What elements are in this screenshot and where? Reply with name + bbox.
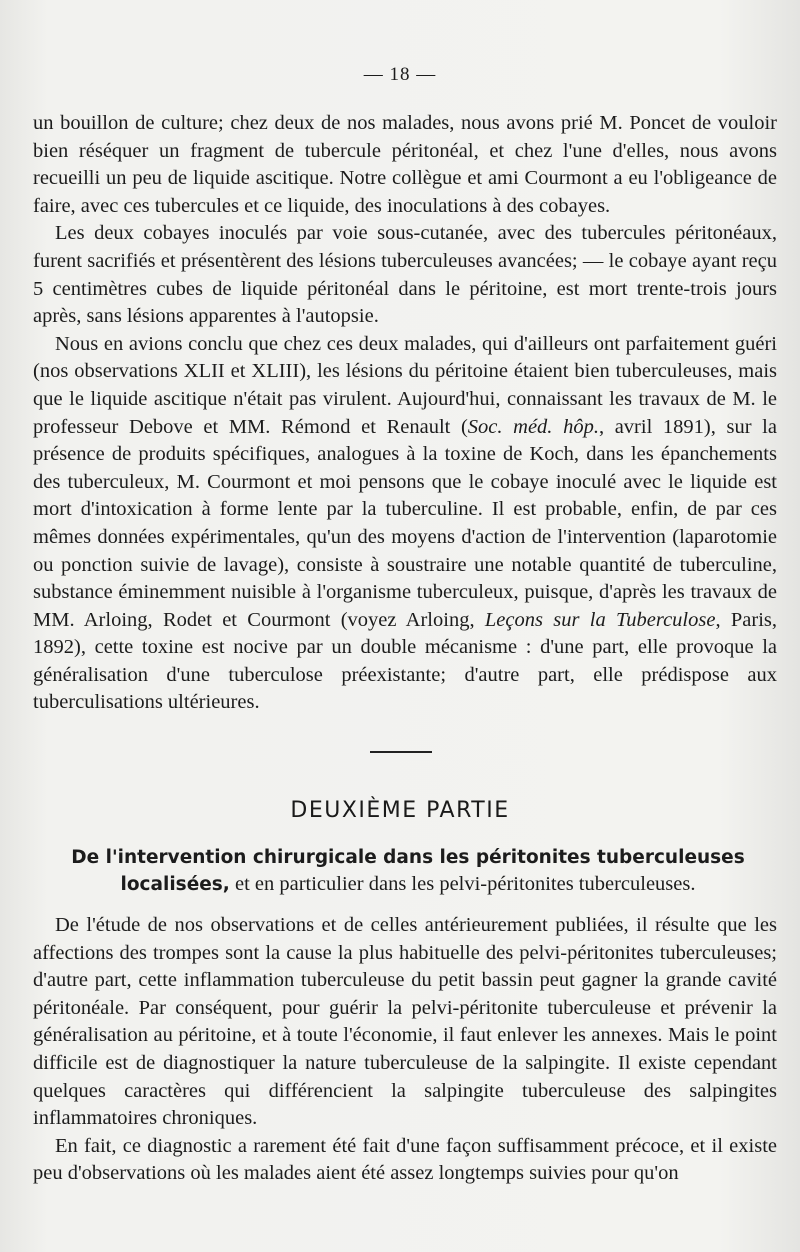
paragraph-text: , avril 1891), sur la présence de produits spécifiques, analogues à la toxine de Koch, dans les épanchements des tuberculeux, M. Courmont et moi pensons que le cobaye inoculé avec le liquide est mort d'intoxication à forme lente par la tuberculine. Il est probable, enfin, de par ces mêmes données expérimentales, qu'un des moyens d'action de l'intervention (laparotomie ou ponction suivie de lavage), consiste à soustraire une notable quantité de tuberculine, substance éminemment nuisible à l'organisme tuberculeux, puisque, d'après les travaux de MM. Arloing, Rodet et Courmont (voyez Arloing,	[33, 415, 777, 631]
section-subtitle-bold: De l'intervention chirurgicale dans les péritonites tuberculeuses localisées,	[71, 847, 745, 895]
paragraph	[33, 1133, 777, 1188]
paragraph	[33, 220, 777, 330]
paragraph-text: En fait, ce diagnostic a rarement été fait d'une façon suffisamment précoce, et il existe peu d'observations où les malades aient été assez longtemps suivies pour qu'on	[33, 1134, 777, 1185]
paragraph	[33, 912, 777, 1133]
italic-citation: Soc. méd. hôp.	[467, 415, 599, 438]
section-subtitle-rest: et en particulier dans les pelvi-péritonites tuberculeuses.	[229, 873, 696, 895]
section-subtitle	[48, 844, 768, 898]
italic-citation: Leçons sur la Tuberculose	[484, 608, 716, 631]
paragraph-text: Nous en avions conclu que chez ces deux malades, qui d'ailleurs ont parfaitement guéri (nos observations XLII et XLIII), les lésions du péritoine étaient bien tuberculeuses, mais que le liquide ascitique n'était pas virulent. Aujourd'hui, connaissant les travaux de M. le professeur Debove et MM. Rémond et Renault (	[33, 332, 777, 438]
paragraph	[33, 331, 777, 717]
paragraph-text: un bouillon de culture; chez deux de nos malades, nous avons prié M. Poncet de vouloir bien réséquer un fragment de tubercule péritonéal, et chez l'une d'elles, nous avons recueilli un peu de liquide ascitique. Notre collègue et ami Courmont a eu l'obligeance de faire, avec ces tubercules et ce liquide, des inoculations à des cobayes.	[33, 112, 777, 217]
paragraph	[33, 110, 777, 220]
paragraph-text: , Paris, 1892), cette toxine est nocive par un double mécanisme : d'une part, elle provoque la généralisation d'une tuberculose préexistante; d'autre part, elle prédispose aux tuberculisations ultérieures.	[33, 608, 777, 714]
text-block-top	[33, 110, 777, 717]
section-separator-rule	[370, 751, 432, 753]
text-block-bottom	[33, 912, 777, 1188]
paragraph-text: Les deux cobayes inoculés par voie sous-cutanée, avec des tubercules péritonéaux, furent sacrifiés et présentèrent des lésions tuberculeuses avancées; — le cobaye ayant reçu 5 centimètres cubes de liquide péritonéal dans le péritoine, est mort trente-trois jours après, sans lésions apparentes à l'autopsie.	[33, 222, 777, 328]
paragraph-text: De l'étude de nos observations et de celles antérieurement publiées, il résulte que les affections des trompes sont la cause la plus habituelle des pelvi-péritonites tuberculeuses; d'autre part, cette inflammation tuberculeuse du petit bassin peut gagner la grande cavité péritonéale. Par conséquent, pour guérir la pelvi-péritonite tuberculeuse et prévenir la généralisation au péritoine, et à toute l'économie, il faut enlever les annexes. Mais le point difficile est de diagnostiquer la nature tuberculeuse de la salpingite. Il existe cependant quelques caractères qui différencient la salpingite tuberculeuse des salpingites inflammatoires chroniques.	[33, 914, 777, 1130]
page-number: — 18 —	[363, 64, 437, 85]
section-title: DEUXIÈME PARTIE	[290, 798, 510, 823]
